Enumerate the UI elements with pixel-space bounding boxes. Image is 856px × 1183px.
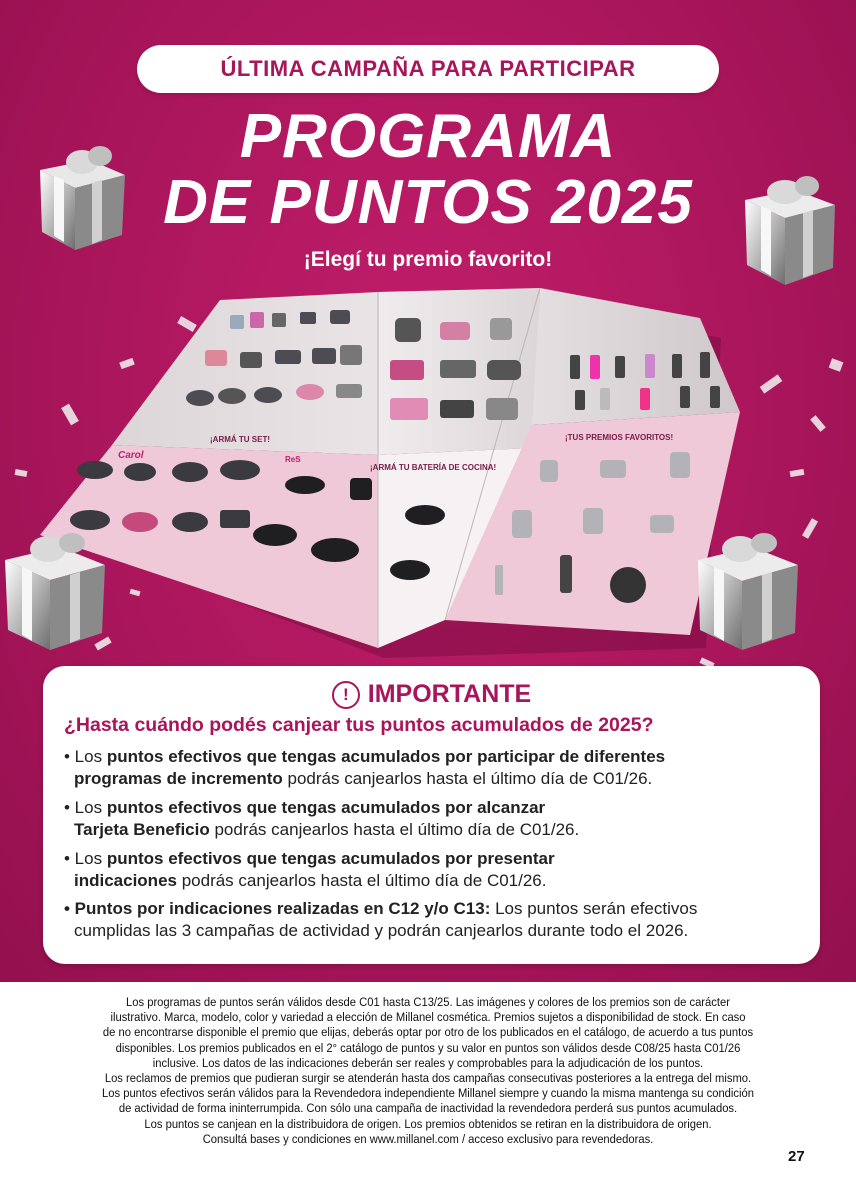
legal-line: Los puntos efectivos serán válidos para la Revendedora independiente Millanel siempre y cuando la misma mantenga su condición — [102, 1086, 754, 1101]
brand-logo-res: ReS — [285, 455, 301, 464]
bullet-text: Los puntos serán efectivos — [490, 899, 698, 918]
bullet-text: podrás canjearlos hasta el último día de C01/26. — [282, 769, 653, 788]
bullet-tarjeta-beneficio — [64, 797, 804, 841]
bullet-text: cumplidas las 3 campañas de actividad y podrán canjearlos durante todo el 2026. — [74, 921, 689, 940]
legal-line: disponibles. Los premios publicados en el 2° catálogo de puntos y su valor en puntos son válidos desde C08/25 hasta C01/26 — [115, 1040, 741, 1055]
bullet-text: • Los — [64, 849, 107, 868]
bullet-bold: programas de incremento — [74, 769, 283, 788]
important-card — [43, 666, 820, 964]
brochure-label-bateria: ¡ARMÁ TU BATERÍA DE COCINA! — [370, 463, 497, 472]
page-title-line1: PROGRAMA — [239, 102, 617, 171]
legal-footer — [71, 995, 785, 1147]
campaign-pill-text: ÚLTIMA CAMPAÑA PARA PARTICIPAR — [220, 56, 636, 81]
bullet-bold: • Puntos por indicaciones realizadas en C12 y/o C13: — [64, 899, 491, 918]
bullet-bold: puntos efectivos que tengas acumulados por participar de diferentes — [106, 747, 666, 766]
bullet-text: podrás canjearlos hasta el último día de C01/26. — [209, 820, 580, 839]
important-question: ¿Hasta cuándo podés canjear tus puntos acumulados de 2025? — [64, 714, 654, 736]
page-title-line2: DE PUNTOS 2025 — [163, 168, 693, 237]
legal-line: ilustrativo. Marca, modelo, color y variedad a elección de Millanel cosmética. Premios sujetos a disponibilidad de stock. En caso — [110, 1010, 746, 1025]
legal-line: de no encontrarse disponible el premio que elijas, deberás optar por otro de los publicados en el catálogo, de acuerdo a tus puntos — [102, 1025, 754, 1040]
important-heading-text: IMPORTANTE — [367, 680, 532, 708]
gift-box-icon — [40, 146, 125, 250]
legal-line: Los programas de puntos serán válidos desde C01 hasta C13/25. Las imágenes y colores de los premios son de carácter — [126, 995, 730, 1009]
bullet-bold: Tarjeta Beneficio — [74, 820, 210, 839]
page-subtitle: ¡Elegí tu premio favorito! — [303, 248, 553, 271]
brand-logo-carol: Carol — [118, 450, 144, 461]
exclamation-circle-icon: ! — [332, 681, 360, 709]
bullet-text: • Los — [64, 747, 107, 766]
bullet-bold: puntos efectivos que tengas acumulados por alcanzar — [106, 798, 546, 817]
page-number: 27 — [788, 1148, 805, 1165]
bullet-indicaciones — [64, 848, 804, 892]
gift-box-icon — [698, 533, 798, 650]
bullet-incremento — [64, 746, 804, 790]
bullet-bold: indicaciones — [74, 871, 177, 890]
legal-line: de actividad de forma ininterrumpida. Con sólo una campaña de inactividad la revendedora perderá sus puntos acumulados. — [118, 1101, 738, 1116]
important-heading — [43, 680, 820, 709]
bullet-text: • Los — [64, 798, 107, 817]
legal-line: inclusive. Los datos de las indicaciones deberán ser reales y comprobables para la adjudicación de los puntos. — [152, 1055, 704, 1070]
brochure-label-favoritos: ¡TUS PREMIOS FAVORITOS! — [565, 433, 674, 442]
legal-line: Consultá bases y condiciones en www.millanel.com / acceso exclusivo para revendedoras. — [202, 1131, 654, 1146]
bullet-c12-c13 — [64, 898, 804, 942]
legal-line: Los reclamos de premios que pudieran surgir se atenderán hasta dos campañas consecutivas posteriores a la entrega del mismo. — [104, 1071, 752, 1086]
bullet-bold: puntos efectivos que tengas acumulados por presentar — [106, 849, 555, 868]
legal-line: Los puntos se canjean en la distribuidora de origen. Los premios obtenidos se retiran en la distribuidora de origen. — [144, 1116, 712, 1131]
brochure-label-set: ¡ARMÁ TU SET! — [210, 435, 270, 444]
gift-box-icon — [745, 176, 835, 285]
bullet-text: podrás canjearlos hasta el último día de C01/26. — [176, 871, 547, 890]
